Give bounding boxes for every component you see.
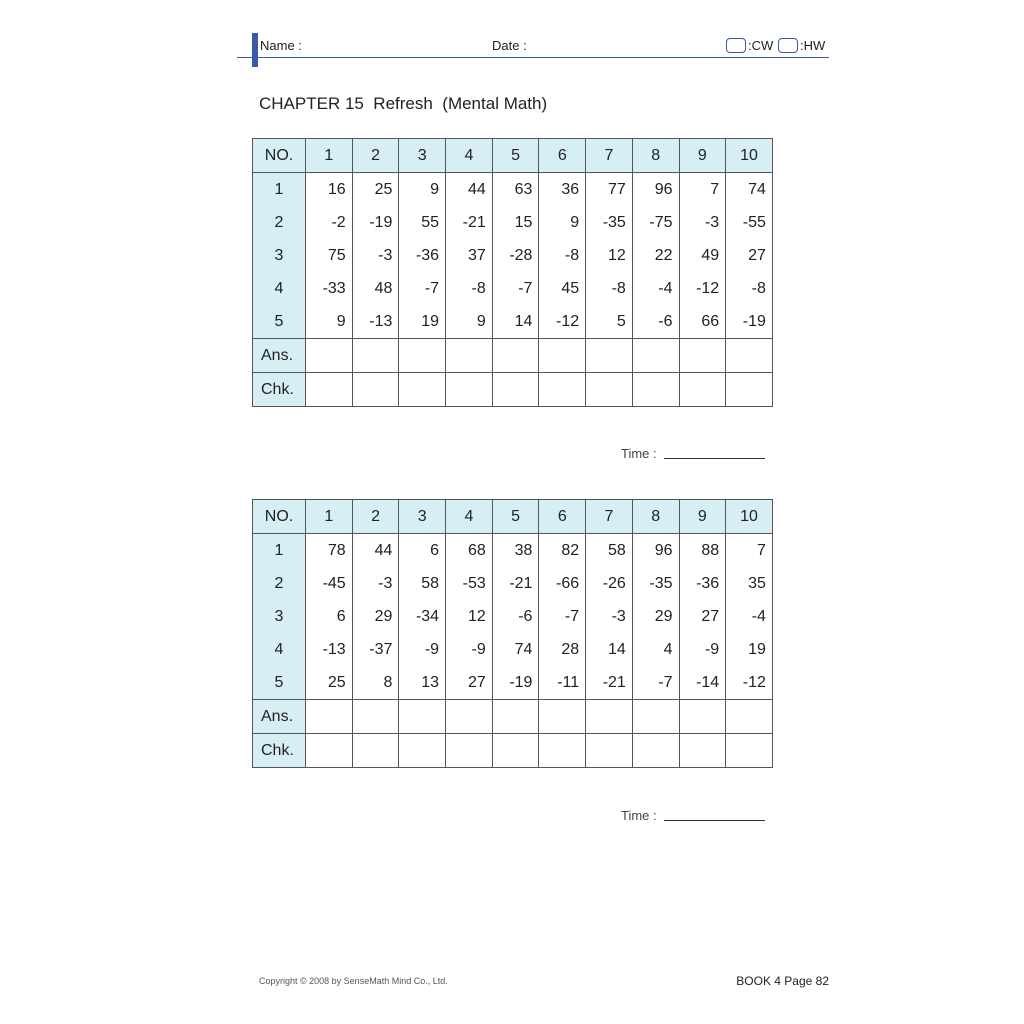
number-cell: -12 <box>726 666 773 700</box>
number-cell: -8 <box>726 272 773 305</box>
number-cell: 19 <box>399 305 446 339</box>
cw-label: :CW <box>748 38 774 53</box>
number-cell: -3 <box>352 567 399 600</box>
number-cell: 45 <box>539 272 586 305</box>
number-cell: 13 <box>399 666 446 700</box>
corner-label: NO. <box>253 500 306 534</box>
number-cell: 5 <box>586 305 633 339</box>
hw-label: :HW <box>800 38 826 53</box>
number-cell: 74 <box>492 633 539 666</box>
number-cell: 25 <box>352 173 399 207</box>
name-label: Name : <box>260 38 302 53</box>
column-header: 10 <box>726 500 773 534</box>
column-header: 2 <box>352 500 399 534</box>
answer-cell[interactable] <box>306 339 353 373</box>
column-header: 4 <box>446 139 493 173</box>
check-cell[interactable] <box>446 373 493 407</box>
number-cell: 16 <box>306 173 353 207</box>
number-cell: 96 <box>632 173 679 207</box>
row-label: 3 <box>253 600 306 633</box>
table-row <box>253 567 773 600</box>
number-cell: -3 <box>352 239 399 272</box>
column-header: 1 <box>306 500 353 534</box>
row-label: 4 <box>253 633 306 666</box>
column-header: 5 <box>492 500 539 534</box>
answer-cell[interactable] <box>632 339 679 373</box>
number-cell: -12 <box>539 305 586 339</box>
number-cell: 77 <box>586 173 633 207</box>
check-cell[interactable] <box>679 734 726 768</box>
number-cell: -75 <box>632 206 679 239</box>
number-cell: 9 <box>399 173 446 207</box>
check-cell[interactable] <box>492 734 539 768</box>
column-header: 5 <box>492 139 539 173</box>
check-cell[interactable] <box>539 734 586 768</box>
check-cell[interactable] <box>586 734 633 768</box>
answer-cell[interactable] <box>492 700 539 734</box>
column-header: 7 <box>586 139 633 173</box>
number-cell: -3 <box>679 206 726 239</box>
number-cell: 44 <box>446 173 493 207</box>
number-cell: 28 <box>539 633 586 666</box>
number-cell: 27 <box>679 600 726 633</box>
number-cell: 6 <box>306 600 353 633</box>
number-cell: 55 <box>399 206 446 239</box>
number-cell: -7 <box>632 666 679 700</box>
number-cell: 66 <box>679 305 726 339</box>
number-cell: 82 <box>539 534 586 568</box>
number-cell: 58 <box>399 567 446 600</box>
answer-cell[interactable] <box>726 339 773 373</box>
header-rule <box>237 57 829 58</box>
answer-cell[interactable] <box>586 339 633 373</box>
check-cell[interactable] <box>352 734 399 768</box>
number-cell: -8 <box>446 272 493 305</box>
number-cell: 29 <box>352 600 399 633</box>
page-number: BOOK 4 Page 82 <box>736 974 829 988</box>
time-label-1: Time : <box>621 446 657 461</box>
column-header: 6 <box>539 500 586 534</box>
number-cell: 35 <box>726 567 773 600</box>
table-row <box>253 173 773 207</box>
time-answer-line-2[interactable] <box>664 820 765 821</box>
number-cell: -6 <box>492 600 539 633</box>
check-cell[interactable] <box>399 734 446 768</box>
number-cell: -19 <box>492 666 539 700</box>
number-cell: 9 <box>446 305 493 339</box>
date-label: Date : <box>492 38 527 53</box>
table-row <box>253 666 773 700</box>
answer-cell[interactable] <box>632 700 679 734</box>
column-header: 8 <box>632 139 679 173</box>
copyright-notice: Copyright © 2008 by SenseMath Mind Co., Ltd. <box>259 976 448 986</box>
answer-row <box>253 700 773 734</box>
row-label: 5 <box>253 666 306 700</box>
check-cell[interactable] <box>726 734 773 768</box>
answer-cell[interactable] <box>399 700 446 734</box>
number-cell: 27 <box>446 666 493 700</box>
check-cell[interactable] <box>492 373 539 407</box>
header-row <box>253 500 773 534</box>
number-cell: -9 <box>679 633 726 666</box>
number-cell: 44 <box>352 534 399 568</box>
answer-cell[interactable] <box>306 700 353 734</box>
column-header: 1 <box>306 139 353 173</box>
number-cell: 96 <box>632 534 679 568</box>
answer-cell[interactable] <box>679 339 726 373</box>
number-cell: -19 <box>352 206 399 239</box>
check-row-label: Chk. <box>253 734 306 768</box>
number-cell: 14 <box>586 633 633 666</box>
column-header: 9 <box>679 139 726 173</box>
column-header: 3 <box>399 500 446 534</box>
table-row <box>253 600 773 633</box>
number-cell: -26 <box>586 567 633 600</box>
number-cell: -9 <box>399 633 446 666</box>
check-cell[interactable] <box>399 373 446 407</box>
number-cell: 88 <box>679 534 726 568</box>
check-cell[interactable] <box>306 734 353 768</box>
number-cell: -33 <box>306 272 353 305</box>
column-header: 2 <box>352 139 399 173</box>
answer-cell[interactable] <box>586 700 633 734</box>
answer-row <box>253 339 773 373</box>
number-cell: -45 <box>306 567 353 600</box>
number-cell: -21 <box>492 567 539 600</box>
number-cell: 27 <box>726 239 773 272</box>
mental-math-table-2 <box>252 499 773 768</box>
number-cell: -8 <box>586 272 633 305</box>
cw-checkbox[interactable] <box>726 38 746 53</box>
column-header: 8 <box>632 500 679 534</box>
answer-cell[interactable] <box>399 339 446 373</box>
number-cell: 38 <box>492 534 539 568</box>
number-cell: -4 <box>726 600 773 633</box>
number-cell: 63 <box>492 173 539 207</box>
number-cell: 12 <box>446 600 493 633</box>
row-label: 2 <box>253 567 306 600</box>
number-cell: 7 <box>726 534 773 568</box>
number-cell: -21 <box>586 666 633 700</box>
number-cell: -35 <box>586 206 633 239</box>
number-cell: -12 <box>679 272 726 305</box>
check-cell[interactable] <box>539 373 586 407</box>
hw-checkbox[interactable] <box>778 38 798 53</box>
column-header: 7 <box>586 500 633 534</box>
column-header: 3 <box>399 139 446 173</box>
number-cell: 37 <box>446 239 493 272</box>
answer-cell[interactable] <box>539 339 586 373</box>
number-cell: 9 <box>306 305 353 339</box>
check-cell[interactable] <box>632 734 679 768</box>
column-header: 10 <box>726 139 773 173</box>
check-row <box>253 734 773 768</box>
number-cell: -13 <box>306 633 353 666</box>
check-cell[interactable] <box>306 373 353 407</box>
number-cell: -14 <box>679 666 726 700</box>
number-cell: 48 <box>352 272 399 305</box>
column-header: 9 <box>679 500 726 534</box>
answer-cell[interactable] <box>726 700 773 734</box>
number-cell: 6 <box>399 534 446 568</box>
answer-cell[interactable] <box>492 339 539 373</box>
number-cell: 75 <box>306 239 353 272</box>
answer-cell[interactable] <box>352 339 399 373</box>
column-header: 4 <box>446 500 493 534</box>
number-cell: -34 <box>399 600 446 633</box>
number-cell: 8 <box>352 666 399 700</box>
number-cell: 29 <box>632 600 679 633</box>
header-accent-bar <box>252 33 258 67</box>
number-cell: 36 <box>539 173 586 207</box>
corner-label: NO. <box>253 139 306 173</box>
check-row-label: Chk. <box>253 373 306 407</box>
table-row <box>253 272 773 305</box>
table-row <box>253 206 773 239</box>
check-cell[interactable] <box>352 373 399 407</box>
number-cell: 19 <box>726 633 773 666</box>
check-row <box>253 373 773 407</box>
row-label: 3 <box>253 239 306 272</box>
row-label: 5 <box>253 305 306 339</box>
number-cell: 22 <box>632 239 679 272</box>
number-cell: -28 <box>492 239 539 272</box>
number-cell: 14 <box>492 305 539 339</box>
number-cell: -35 <box>632 567 679 600</box>
number-cell: -4 <box>632 272 679 305</box>
number-cell: -9 <box>446 633 493 666</box>
number-cell: -11 <box>539 666 586 700</box>
number-cell: 12 <box>586 239 633 272</box>
answer-cell[interactable] <box>446 700 493 734</box>
number-cell: 49 <box>679 239 726 272</box>
number-cell: 4 <box>632 633 679 666</box>
check-cell[interactable] <box>726 373 773 407</box>
time-label-2: Time : <box>621 808 657 823</box>
check-cell[interactable] <box>446 734 493 768</box>
number-cell: -37 <box>352 633 399 666</box>
number-cell: 7 <box>679 173 726 207</box>
number-cell: -7 <box>539 600 586 633</box>
number-cell: 15 <box>492 206 539 239</box>
number-cell: 78 <box>306 534 353 568</box>
row-label: 4 <box>253 272 306 305</box>
number-cell: -53 <box>446 567 493 600</box>
number-cell: -6 <box>632 305 679 339</box>
time-answer-line-1[interactable] <box>664 458 765 459</box>
mental-math-table-1 <box>252 138 773 407</box>
number-cell: -13 <box>352 305 399 339</box>
number-cell: -55 <box>726 206 773 239</box>
row-label: 1 <box>253 173 306 207</box>
answer-cell[interactable] <box>352 700 399 734</box>
number-cell: -66 <box>539 567 586 600</box>
check-cell[interactable] <box>586 373 633 407</box>
answer-cell[interactable] <box>446 339 493 373</box>
number-cell: 68 <box>446 534 493 568</box>
number-cell: -36 <box>399 239 446 272</box>
number-cell: -7 <box>399 272 446 305</box>
table-row <box>253 239 773 272</box>
header-row <box>253 139 773 173</box>
column-header: 6 <box>539 139 586 173</box>
table-row <box>253 305 773 339</box>
number-cell: -21 <box>446 206 493 239</box>
answer-cell[interactable] <box>539 700 586 734</box>
number-cell: -2 <box>306 206 353 239</box>
table-row <box>253 633 773 666</box>
number-cell: 74 <box>726 173 773 207</box>
chapter-title: CHAPTER 15 Refresh (Mental Math) <box>259 94 548 113</box>
number-cell: -36 <box>679 567 726 600</box>
table-row <box>253 534 773 568</box>
number-cell: 25 <box>306 666 353 700</box>
answer-row-label: Ans. <box>253 339 306 373</box>
answer-row-label: Ans. <box>253 700 306 734</box>
number-cell: -19 <box>726 305 773 339</box>
number-cell: -7 <box>492 272 539 305</box>
row-label: 1 <box>253 534 306 568</box>
number-cell: 58 <box>586 534 633 568</box>
number-cell: -8 <box>539 239 586 272</box>
check-cell[interactable] <box>632 373 679 407</box>
number-cell: 9 <box>539 206 586 239</box>
answer-cell[interactable] <box>679 700 726 734</box>
check-cell[interactable] <box>679 373 726 407</box>
number-cell: -3 <box>586 600 633 633</box>
row-label: 2 <box>253 206 306 239</box>
